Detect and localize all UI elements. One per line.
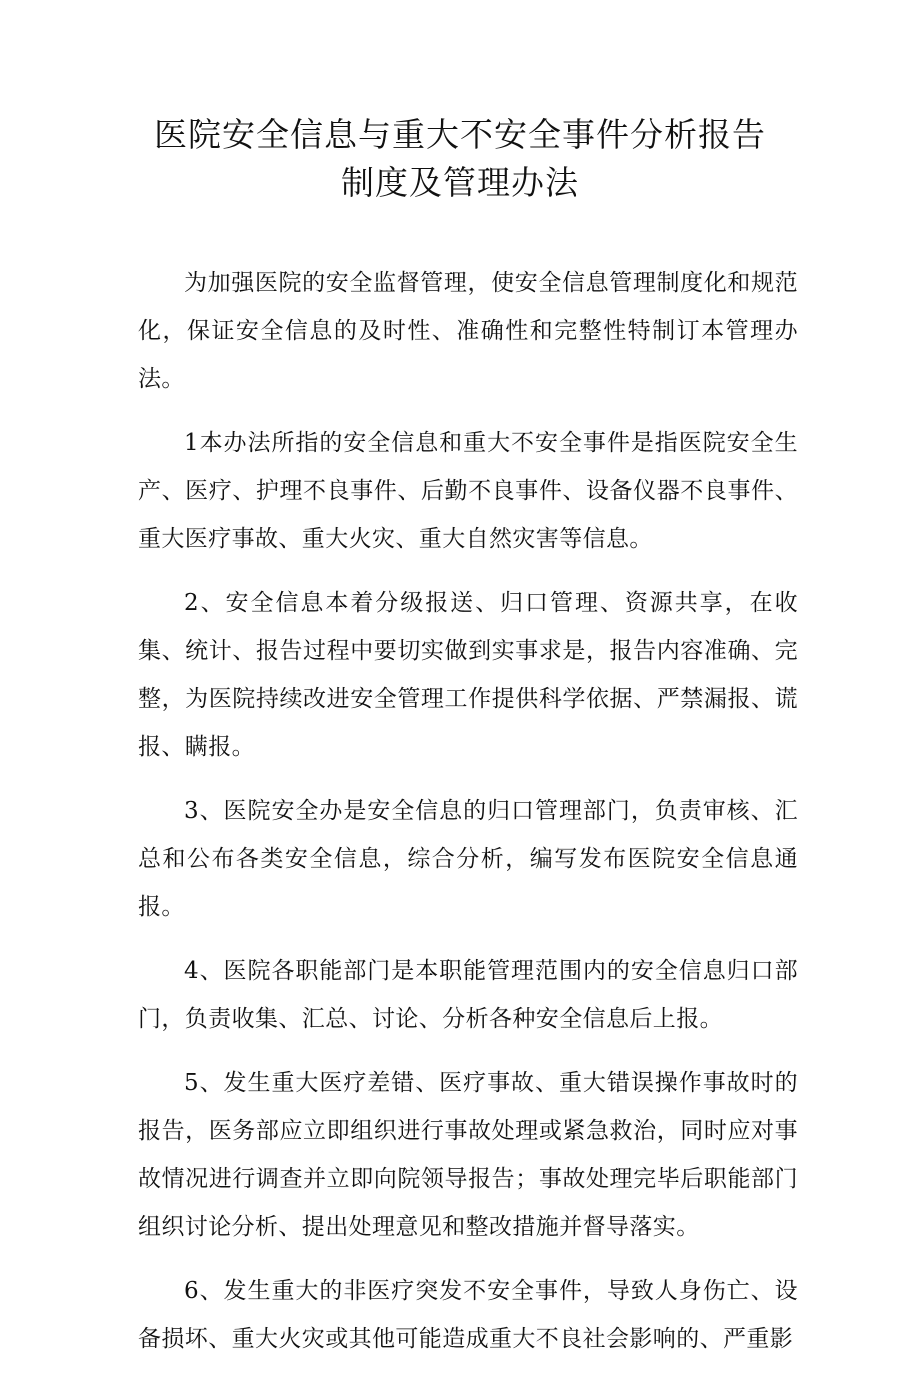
paragraph-clause-4: 4、医院各职能部门是本职能管理范围内的安全信息归口部门，负责收集、汇总、讨论、分析各种安全信息后上报。 [138,958,798,1032]
paragraph-clause-5: 5、发生重大医疗差错、医疗事故、重大错误操作事故时的报告，医务部应立即组织进行事故处理或紧急救治，同时应对事故情况进行调查并立即向院领导报告；事故处理完毕后职能部门组织讨论分析、提出处理意见和整改措施并督导落实。 [138,1070,798,1240]
paragraph-intro: 为加强医院的安全监督管理，使安全信息管理制度化和规范化，保证安全信息的及时性、准确性和完整性特制订本管理办法。 [138,270,798,392]
document-body [138,259,798,1379]
document-title-line-1: 医院安全信息与重大不安全事件分析报告 [154,115,766,154]
paragraph-clause-3: 3、医院安全办是安全信息的归口管理部门，负责审核、汇总和公布各类安全信息，综合分析，编写发布医院安全信息通报。 [138,798,798,920]
paragraph-clause-2: 2、安全信息本着分级报送、归口管理、资源共享，在收集、统计、报告过程中要切实做到实事求是，报告内容准确、完整，为医院持续改进安全管理工作提供科学依据、严禁漏报、谎报、瞒报。 [138,590,798,760]
document-title-line-2: 制度及管理办法 [341,163,579,202]
paragraph-clause-1: 1本办法所指的安全信息和重大不安全事件是指医院安全生产、医疗、护理不良事件、后勤不良事件、设备仪器不良事件、重大医疗事故、重大火灾、重大自然灾害等信息。 [138,430,798,552]
paragraph-clause-6: 6、发生重大的非医疗突发不安全事件，导致人身伤亡、设备损坏、重大火灾或其他可能造成重大不良社会影响的、严重影 [138,1278,798,1352]
